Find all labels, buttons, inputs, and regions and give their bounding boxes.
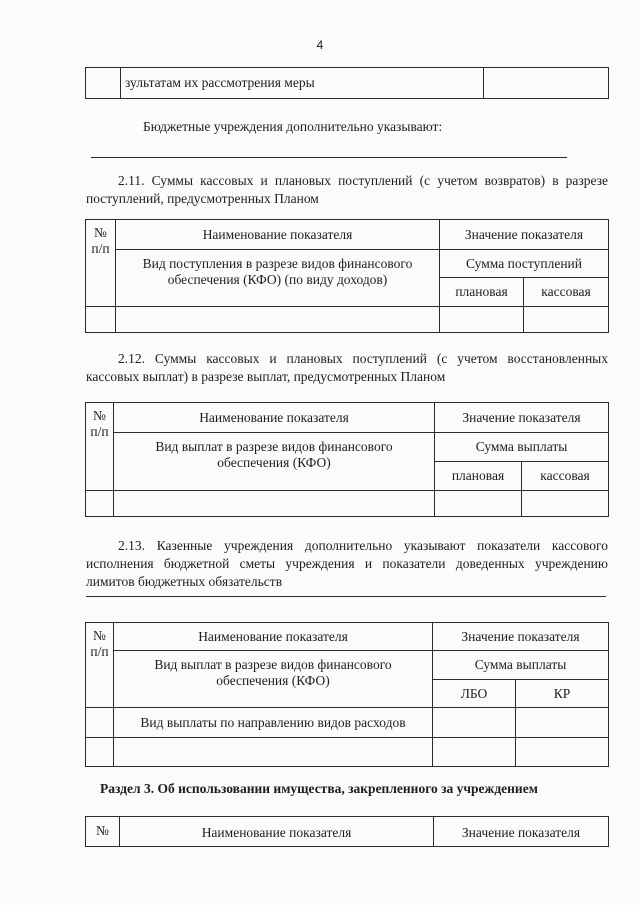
table-2-13: [85, 622, 609, 767]
data-cell: [435, 491, 522, 517]
col-cash-header: кассовая: [522, 462, 609, 491]
expense-type-row-label: Вид выплаты по направлению видов расходов: [114, 708, 433, 738]
col-sum-header: Сумма выплаты: [435, 433, 609, 462]
budget-note: Бюджетные учреждения дополнительно указывают:: [143, 119, 443, 134]
col-name-header: Наименование показателя: [114, 403, 435, 433]
col-num-header: №: [86, 817, 120, 847]
data-cell: [433, 738, 516, 767]
data-cell: [522, 491, 609, 517]
col-num-header: № п/п: [86, 623, 114, 708]
data-cell: [86, 708, 114, 738]
fill-line: [86, 596, 606, 597]
col-value-header: Значение показателя: [435, 403, 609, 433]
data-cell: [516, 708, 609, 738]
data-cell: [114, 491, 435, 517]
col-value-header: Значение показателя: [440, 220, 609, 250]
col-sum-header: Сумма выплаты: [433, 651, 609, 680]
col-subname-header: Вид выплат в разрезе видов финансового обеспечения (КФО): [114, 651, 433, 708]
table-3: [85, 816, 609, 847]
col-name-header: Наименование показателя: [120, 817, 434, 847]
col-kr-header: КР: [516, 680, 609, 708]
data-cell: [524, 307, 609, 333]
page-number: 4: [316, 38, 324, 52]
continuation-text: зультатам их рассмотрения меры: [121, 68, 484, 99]
section-2-12-text: 2.12. Суммы кассовых и плановых поступлений (с учетом восстановленных кассовых выплат) в разрезе выплат, предусмотренных Планом: [86, 351, 608, 384]
table-2-12: [85, 402, 609, 517]
col-value-header: Значение показателя: [434, 817, 609, 847]
data-cell: [86, 307, 116, 333]
col-subname-header: Вид поступления в разрезе видов финансового обеспечения (КФО) (по виду доходов): [116, 250, 440, 307]
fill-line: [91, 157, 567, 158]
data-cell: [114, 738, 433, 767]
table-2-11: [85, 219, 609, 333]
data-cell: [116, 307, 440, 333]
continuation-table: [85, 67, 609, 99]
data-cell: [516, 738, 609, 767]
continuation-cell-num: [86, 68, 121, 99]
col-plan-header: плановая: [440, 278, 524, 307]
section-2-11-text: 2.11. Суммы кассовых и плановых поступлений (с учетом возвратов) в разрезе поступлений, предусмотренных Планом: [86, 173, 608, 206]
data-cell: [433, 708, 516, 738]
section-3-heading: Раздел 3. Об использовании имущества, закрепленного за учреждением: [100, 781, 538, 796]
col-num-header: № п/п: [86, 403, 114, 491]
section-2-13-text: 2.13. Казенные учреждения дополнительно указывают показатели кассового исполнения бюджетной сметы учреждения и показатели доведенных учреждению лимитов бюджетных обязательств: [86, 538, 608, 589]
continuation-cell-value: [484, 68, 609, 99]
data-cell: [440, 307, 524, 333]
col-value-header: Значение показателя: [433, 623, 609, 651]
col-cash-header: кассовая: [524, 278, 609, 307]
data-cell: [86, 491, 114, 517]
col-name-header: Наименование показателя: [114, 623, 433, 651]
col-subname-header: Вид выплат в разрезе видов финансового обеспечения (КФО): [114, 433, 435, 491]
col-num-header: № п/п: [86, 220, 116, 307]
data-cell: [86, 738, 114, 767]
col-lbo-header: ЛБО: [433, 680, 516, 708]
col-name-header: Наименование показателя: [116, 220, 440, 250]
col-sum-header: Сумма поступлений: [440, 250, 609, 278]
col-plan-header: плановая: [435, 462, 522, 491]
